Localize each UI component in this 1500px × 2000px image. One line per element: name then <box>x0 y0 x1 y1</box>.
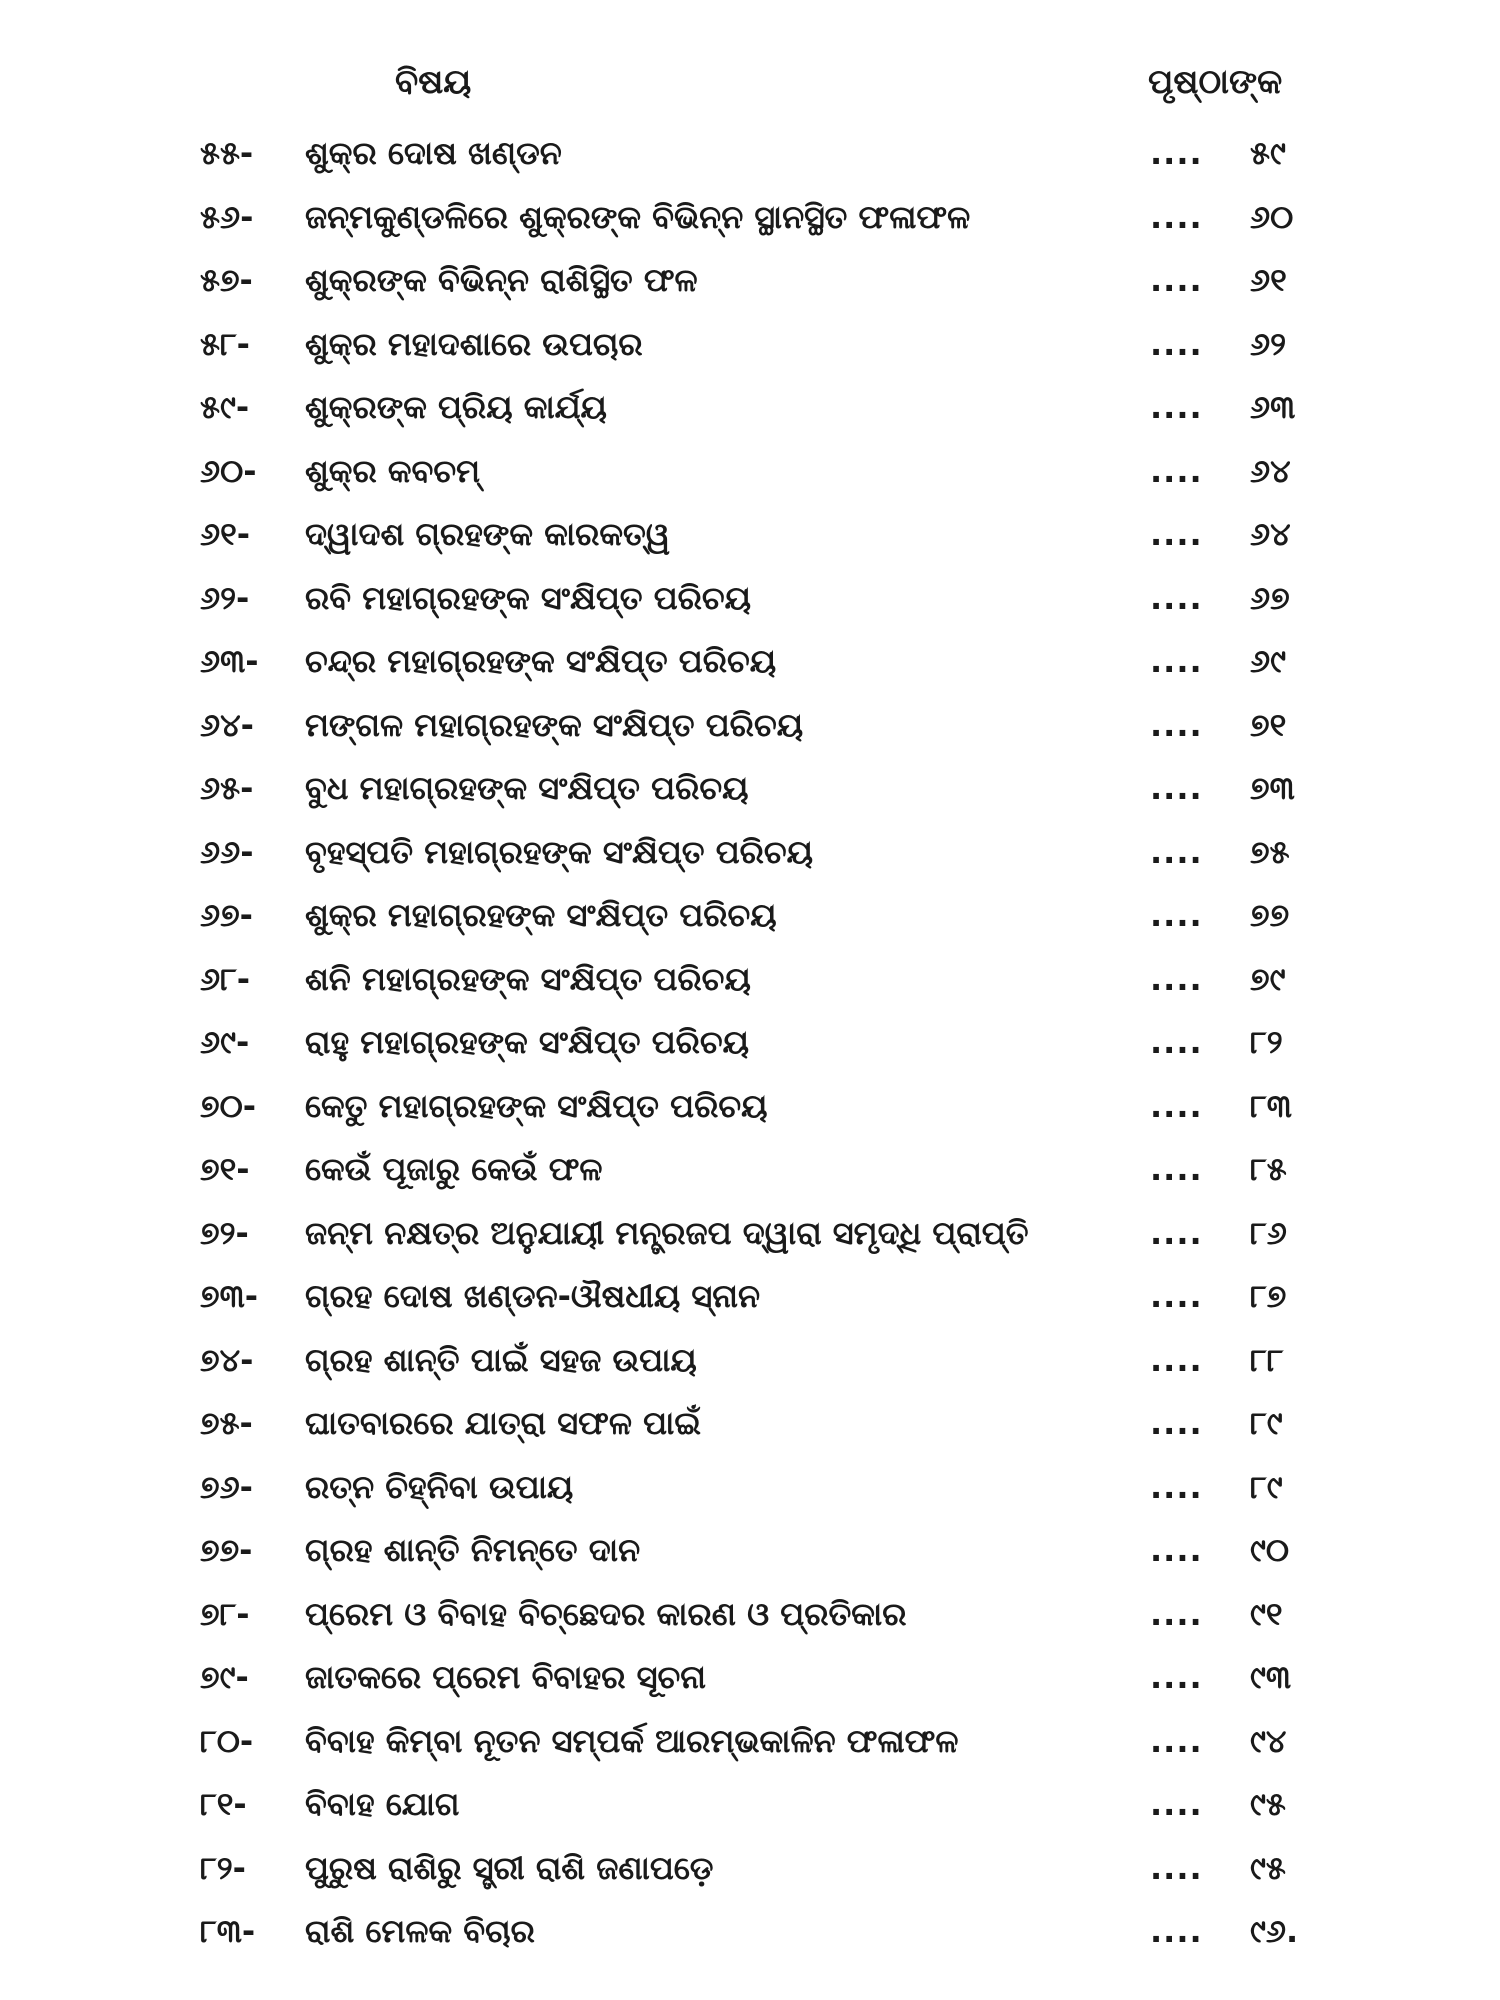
entry-title: ବିବାହ ଯୋଗ <box>305 1785 460 1823</box>
entry-title: ଜନ୍ମକୁଣ୍ଡଳିରେ ଶୁକ୍ରଙ୍କ ବିଭିନ୍ନ ସ୍ଥାନସ୍ଥିତ ଫଳାଫଳ <box>305 197 971 236</box>
entry-number: ୮୦- <box>200 1721 254 1760</box>
entry-leader-dots: .... <box>1150 197 1203 236</box>
entry-title: ଦ୍ୱାଦଶ ଗ୍ରହଙ୍କ କାରକତ୍ୱ <box>305 515 671 553</box>
entry-number: ୭୧- <box>200 1150 250 1188</box>
entry-leader-dots: .... <box>1150 1213 1203 1252</box>
entry-number: ୬୫- <box>200 769 254 807</box>
entry-leader-dots: .... <box>1150 515 1203 553</box>
entry-leader-dots: .... <box>1150 1721 1203 1760</box>
toc-entry <box>0 186 1500 250</box>
toc-entry <box>0 1837 1500 1901</box>
entry-page-number: ୯୧ <box>1250 1594 1283 1633</box>
toc-entry <box>0 249 1500 313</box>
toc-entry <box>0 884 1500 948</box>
entry-title: ବୁଧ ମହାଗ୍ରହଙ୍କ ସଂକ୍ଷିପ୍ତ ପରିଚୟ <box>305 769 749 807</box>
entry-leader-dots: .... <box>1150 1848 1203 1887</box>
entry-number: ୭୫- <box>200 1404 253 1442</box>
entry-leader-dots: .... <box>1150 1404 1203 1442</box>
entry-leader-dots: .... <box>1150 578 1203 617</box>
entry-number: ୭୭- <box>200 1531 253 1569</box>
entry-number: ୬୨- <box>200 578 250 617</box>
entry-page-number: ୭୯ <box>1250 959 1286 998</box>
entry-number: ୫୮- <box>200 324 250 363</box>
entry-title: ଗ୍ରହ ଶାନ୍ତି ନିମନ୍ତେ ଦାନ <box>305 1531 641 1569</box>
entry-title: କେଉଁ ପୂଜାରୁ କେଉଁ ଫଳ <box>305 1150 603 1188</box>
entry-leader-dots: .... <box>1150 959 1203 998</box>
entry-page-number: ୯୫ <box>1250 1848 1286 1887</box>
entry-number: ୫୯- <box>200 388 250 426</box>
entry-title: ଜନ୍ମ ନକ୍ଷତ୍ର ଅନୁଯାୟୀ ମନ୍ତ୍ରଜପ ଦ୍ୱାରା ସମୃଦ୍ଧି ପ୍ରାପ୍ତି <box>305 1213 1029 1252</box>
entry-leader-dots: .... <box>1150 896 1203 934</box>
entry-page-number: ୬୩ <box>1250 388 1296 426</box>
entry-number: ୬୯- <box>200 1023 250 1061</box>
entry-leader-dots: .... <box>1150 642 1203 680</box>
toc-entry <box>0 694 1500 758</box>
entry-page-number: ୮୫ <box>1250 1150 1287 1188</box>
toc-entry <box>0 1265 1500 1329</box>
entry-page-number: ୯୬. <box>1250 1912 1299 1950</box>
toc-entry <box>0 503 1500 567</box>
entry-page-number: ୬୯ <box>1250 642 1287 680</box>
entry-page-number: ୬୨ <box>1250 324 1287 363</box>
toc-entry <box>0 1011 1500 1075</box>
toc-entry <box>0 1710 1500 1774</box>
entry-title: ବୃହସ୍ପତି ମହାଗ୍ରହଙ୍କ ସଂକ୍ଷିପ୍ତ ପରିଚୟ <box>305 832 814 871</box>
entry-title: ଶୁକ୍ର ମହାଦଶାରେ ଉପଚାର <box>305 324 643 363</box>
entry-number: ୫୭- <box>200 261 253 299</box>
entry-page-number: ୮୮ <box>1250 1340 1284 1379</box>
toc-entry <box>0 567 1500 631</box>
entry-leader-dots: .... <box>1150 134 1203 172</box>
entry-title: ପୁରୁଷ ରାଶିରୁ ସ୍ତ୍ରୀ ରାଶି ଜଣାପଡ଼େ <box>305 1848 714 1887</box>
entry-number: ୮୧- <box>200 1785 247 1823</box>
entry-page-number: ୯୩ <box>1250 1658 1292 1696</box>
entry-page-number: ୮୯ <box>1250 1404 1283 1442</box>
entry-page-number: ୭୩ <box>1250 769 1295 807</box>
entry-number: ୬୮- <box>200 959 251 998</box>
toc-entry <box>0 1583 1500 1647</box>
toc-entry <box>0 1329 1500 1393</box>
entry-title: ମଙ୍ଗଳ ମହାଗ୍ରହଙ୍କ ସଂକ୍ଷିପ୍ତ ପରିଚୟ <box>305 705 804 744</box>
entry-number: ୭୬- <box>200 1467 253 1506</box>
entry-title: ଗ୍ରହ ଦୋଷ ଖଣ୍ଡନ-ଔଷଧୀୟ ସ୍ନାନ <box>305 1277 761 1315</box>
entry-title: କେତୁ ମହାଗ୍ରହଙ୍କ ସଂକ୍ଷିପ୍ତ ପରିଚୟ <box>305 1086 768 1125</box>
entry-title: ଗ୍ରହ ଶାନ୍ତି ପାଇଁ ସହଜ ଉପାୟ <box>305 1340 697 1379</box>
entry-number: ୭୪- <box>200 1340 254 1379</box>
entry-number: ୬୪- <box>200 705 254 744</box>
entry-leader-dots: .... <box>1150 769 1203 807</box>
entry-leader-dots: .... <box>1150 1912 1203 1950</box>
entry-leader-dots: .... <box>1150 832 1203 871</box>
toc-entry <box>0 122 1500 186</box>
entry-title: ଚନ୍ଦ୍ର ମହାଗ୍ରହଙ୍କ ସଂକ୍ଷିପ୍ତ ପରିଚୟ <box>305 642 777 680</box>
entry-number: ୬୧- <box>200 515 251 553</box>
entry-page-number: ୮୯ <box>1250 1467 1283 1506</box>
entry-number: ୭୦- <box>200 1086 257 1125</box>
entry-leader-dots: .... <box>1150 1531 1203 1569</box>
entry-page-number: ୬୦ <box>1250 197 1294 236</box>
entry-page-number: ୮୨ <box>1250 1023 1283 1061</box>
toc-entry <box>0 1456 1500 1520</box>
entry-page-number: ୭୫ <box>1250 832 1290 871</box>
toc-entry <box>0 1773 1500 1837</box>
entry-page-number: ୮୬ <box>1250 1213 1287 1252</box>
entry-leader-dots: .... <box>1150 1467 1203 1506</box>
entry-leader-dots: .... <box>1150 324 1203 363</box>
entry-leader-dots: .... <box>1150 1277 1203 1315</box>
entry-title: ରାଶି ମେଳକ ବିଚାର <box>305 1912 535 1950</box>
subject-column-header: ବିଷୟ <box>395 62 472 102</box>
entry-leader-dots: .... <box>1150 705 1203 744</box>
entry-title: ରବି ମହାଗ୍ରହଙ୍କ ସଂକ୍ଷିପ୍ତ ପରିଚୟ <box>305 578 752 617</box>
entry-leader-dots: .... <box>1150 261 1203 299</box>
toc-entry <box>0 821 1500 885</box>
entry-number: ୭୨- <box>200 1213 249 1252</box>
entry-number: ୮୨- <box>200 1848 246 1887</box>
entry-page-number: ୭୧ <box>1250 705 1287 744</box>
entry-title: ଶୁକ୍ରଙ୍କ ବିଭିନ୍ନ ରାଶିସ୍ଥିତ ଫଳ <box>305 261 698 299</box>
entry-page-number: ୬୭ <box>1250 578 1290 617</box>
entry-page-number: ୬୪ <box>1250 515 1291 553</box>
entry-number: ୮୩- <box>200 1912 256 1950</box>
entry-number: ୭୩- <box>200 1277 259 1315</box>
entry-leader-dots: .... <box>1150 1086 1203 1125</box>
entry-number: ୭୯- <box>200 1658 249 1696</box>
entry-number: ୫୬- <box>200 197 254 236</box>
entry-number: ୬୦- <box>200 451 257 490</box>
toc-entry <box>0 440 1500 504</box>
toc-list <box>0 122 1500 1964</box>
toc-entry <box>0 1075 1500 1139</box>
entry-page-number: ୬୧ <box>1250 261 1287 299</box>
page-column-header: ପୃଷ୍ଠାଙ୍କ <box>1148 62 1283 102</box>
entry-leader-dots: .... <box>1150 1658 1203 1696</box>
entry-title: ରତ୍ନ ଚିହ୍ନିବା ଉପାୟ <box>305 1467 574 1506</box>
entry-leader-dots: .... <box>1150 388 1203 426</box>
entry-number: ୬୬- <box>200 832 254 871</box>
entry-number: ୭୮- <box>200 1594 250 1633</box>
entry-title: ପ୍ରେମ ଓ ବିବାହ ବିଚ୍ଛେଦର କାରଣ ଓ ପ୍ରତିକାର <box>305 1594 907 1633</box>
entry-number: ୬୩- <box>200 642 259 680</box>
entry-title: ଘାତବାରରେ ଯାତ୍ରା ସଫଳ ପାଇଁ <box>305 1404 701 1442</box>
entry-title: ଶୁକ୍ର ଦୋଷ ଖଣ୍ଡନ <box>305 134 562 172</box>
toc-header <box>0 52 1500 112</box>
toc-entry <box>0 757 1500 821</box>
toc-entry <box>0 630 1500 694</box>
entry-leader-dots: .... <box>1150 1150 1203 1188</box>
toc-entry <box>0 313 1500 377</box>
entry-page-number: ୭୭ <box>1250 896 1290 934</box>
entry-title: ଶନି ମହାଗ୍ରହଙ୍କ ସଂକ୍ଷିପ୍ତ ପରିଚୟ <box>305 959 751 998</box>
entry-leader-dots: .... <box>1150 1023 1203 1061</box>
entry-number: ୬୭- <box>200 896 253 934</box>
toc-entry <box>0 1519 1500 1583</box>
toc-entry <box>0 1646 1500 1710</box>
entry-title: ରାହୁ ମହାଗ୍ରହଙ୍କ ସଂକ୍ଷିପ୍ତ ପରିଚୟ <box>305 1023 750 1061</box>
entry-number: ୫୫- <box>200 134 254 172</box>
entry-page-number: ୮୭ <box>1250 1277 1287 1315</box>
entry-page-number: ୫୯ <box>1250 134 1286 172</box>
toc-entry <box>0 1900 1500 1964</box>
entry-page-number: ୯୪ <box>1250 1721 1287 1760</box>
entry-page-number: ୯୦ <box>1250 1531 1290 1569</box>
toc-entry <box>0 1392 1500 1456</box>
entry-page-number: ୬୪ <box>1250 451 1291 490</box>
entry-title: ଜାତକରେ ପ୍ରେମ ବିବାହର ସୂଚନା <box>305 1658 706 1696</box>
entry-leader-dots: .... <box>1150 1594 1203 1633</box>
entry-page-number: ୮୩ <box>1250 1086 1292 1125</box>
toc-entry <box>0 1202 1500 1266</box>
toc-entry <box>0 376 1500 440</box>
entry-title: ଶୁକ୍ର କବଚମ୍ <box>305 451 481 490</box>
entry-leader-dots: .... <box>1150 1785 1203 1823</box>
entry-leader-dots: .... <box>1150 451 1203 490</box>
toc-entry <box>0 948 1500 1012</box>
entry-title: ବିବାହ କିମ୍ବା ନୂତନ ସମ୍ପର୍କ ଆରମ୍ଭକାଳିନ ଫଳାଫଳ <box>305 1721 959 1760</box>
entry-title: ଶୁକ୍ରଙ୍କ ପ୍ରିୟ କାର୍ଯ୍ୟ <box>305 388 607 426</box>
entry-page-number: ୯୫ <box>1250 1785 1286 1823</box>
toc-entry <box>0 1138 1500 1202</box>
entry-title: ଶୁକ୍ର ମହାଗ୍ରହଙ୍କ ସଂକ୍ଷିପ୍ତ ପରିଚୟ <box>305 896 777 934</box>
entry-leader-dots: .... <box>1150 1340 1203 1379</box>
